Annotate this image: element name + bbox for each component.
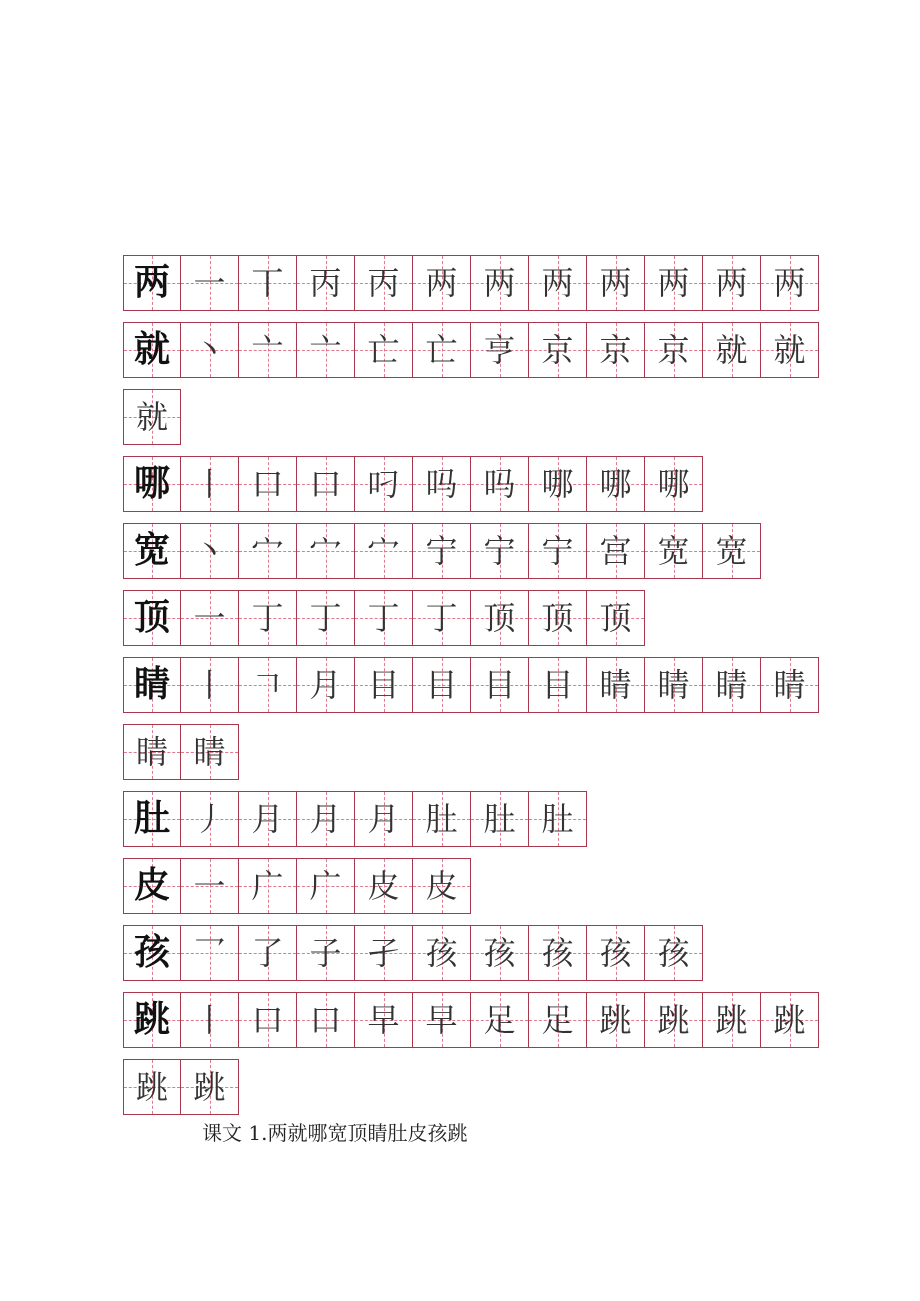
stroke-glyph: 亨 — [483, 331, 516, 369]
practice-row — [123, 389, 843, 445]
practice-cell-stroke — [703, 657, 761, 713]
stroke-glyph: 吗 — [483, 465, 516, 503]
lesson-caption: 课文 1.两就哪宽顶睛肚皮孩跳 — [202, 1121, 468, 1145]
practice-cell-character — [123, 456, 181, 512]
practice-cell-stroke — [413, 322, 471, 378]
character-glyph: 跳 — [133, 999, 170, 1040]
practice-cell-stroke — [529, 590, 587, 646]
stroke-glyph: 早 — [425, 1001, 458, 1039]
stroke-order-sheet — [123, 255, 843, 1126]
character-glyph: 孩 — [133, 932, 170, 973]
stroke-glyph: 丅 — [251, 264, 284, 302]
stroke-glyph: 丶 — [193, 331, 226, 369]
practice-cell-stroke — [355, 523, 413, 579]
practice-cell-stroke — [123, 1059, 181, 1115]
stroke-glyph: 睛 — [135, 733, 168, 771]
stroke-glyph: 目 — [541, 666, 574, 704]
practice-cell-character — [123, 992, 181, 1048]
practice-cell-character — [123, 858, 181, 914]
practice-cell-character — [123, 523, 181, 579]
practice-cell-stroke — [123, 724, 181, 780]
stroke-glyph: 丨 — [193, 666, 226, 704]
stroke-glyph: 哪 — [599, 465, 632, 503]
stroke-glyph: 足 — [541, 1001, 574, 1039]
stroke-glyph: 丁 — [251, 599, 284, 637]
stroke-glyph: 睛 — [193, 733, 226, 771]
stroke-glyph: 跳 — [773, 1001, 806, 1039]
practice-cell-stroke — [239, 858, 297, 914]
practice-cell-stroke — [239, 992, 297, 1048]
stroke-glyph: 亡 — [425, 331, 458, 369]
stroke-glyph: 肚 — [541, 800, 574, 838]
practice-cell-stroke — [181, 1059, 239, 1115]
practice-row — [123, 724, 843, 780]
stroke-glyph: 两 — [657, 264, 690, 302]
stroke-glyph: 宁 — [483, 532, 516, 570]
stroke-glyph: 亡 — [367, 331, 400, 369]
stroke-glyph: 跳 — [135, 1068, 168, 1106]
stroke-glyph: 睛 — [599, 666, 632, 704]
stroke-glyph: 孩 — [599, 934, 632, 972]
practice-cell-character — [123, 255, 181, 311]
stroke-glyph: 两 — [425, 264, 458, 302]
practice-cell-stroke — [413, 590, 471, 646]
practice-row — [123, 456, 843, 512]
practice-cell-stroke — [703, 255, 761, 311]
stroke-glyph: 孑 — [367, 934, 400, 972]
stroke-glyph: 亠 — [309, 331, 342, 369]
practice-cell-stroke — [703, 322, 761, 378]
practice-cell-stroke — [181, 456, 239, 512]
stroke-glyph: 皮 — [425, 867, 458, 905]
practice-cell-stroke — [413, 255, 471, 311]
practice-cell-stroke — [645, 992, 703, 1048]
character-glyph: 就 — [133, 329, 170, 370]
stroke-glyph: 丁 — [309, 599, 342, 637]
practice-cell-stroke — [471, 992, 529, 1048]
stroke-glyph: 一 — [193, 264, 226, 302]
practice-cell-stroke — [587, 322, 645, 378]
practice-cell-stroke — [181, 590, 239, 646]
practice-cell-character — [123, 925, 181, 981]
stroke-glyph: 丿 — [193, 800, 226, 838]
stroke-glyph: 两 — [599, 264, 632, 302]
practice-cell-stroke — [761, 322, 819, 378]
practice-cell-stroke — [471, 456, 529, 512]
practice-cell-stroke — [413, 523, 471, 579]
practice-cell-stroke — [181, 523, 239, 579]
stroke-glyph: 月 — [309, 800, 342, 838]
practice-cell-stroke — [529, 992, 587, 1048]
character-glyph: 皮 — [133, 865, 170, 906]
character-glyph: 睛 — [133, 664, 170, 705]
practice-cell-stroke — [355, 456, 413, 512]
stroke-glyph: 睛 — [715, 666, 748, 704]
practice-cell-stroke — [239, 791, 297, 847]
stroke-glyph: 两 — [773, 264, 806, 302]
practice-cell-stroke — [471, 791, 529, 847]
practice-cell-stroke — [471, 925, 529, 981]
practice-cell-stroke — [413, 456, 471, 512]
practice-cell-stroke — [297, 523, 355, 579]
practice-cell-stroke — [413, 657, 471, 713]
practice-cell-stroke — [703, 992, 761, 1048]
stroke-glyph: 丙 — [309, 264, 342, 302]
practice-cell-stroke — [239, 925, 297, 981]
practice-cell-stroke — [181, 255, 239, 311]
practice-cell-stroke — [761, 255, 819, 311]
practice-cell-stroke — [297, 590, 355, 646]
character-glyph: 肚 — [133, 798, 170, 839]
stroke-glyph: 了 — [251, 934, 284, 972]
practice-cell-stroke — [181, 925, 239, 981]
practice-row — [123, 992, 843, 1048]
stroke-glyph: 广 — [309, 867, 342, 905]
stroke-glyph: 口 — [309, 1001, 342, 1039]
stroke-glyph: 顶 — [483, 599, 516, 637]
practice-cell-stroke — [297, 255, 355, 311]
practice-row — [123, 255, 843, 311]
practice-cell-stroke — [471, 590, 529, 646]
practice-cell-stroke — [413, 925, 471, 981]
stroke-glyph: 京 — [599, 331, 632, 369]
practice-row — [123, 322, 843, 378]
practice-cell-stroke — [587, 255, 645, 311]
practice-cell-stroke — [645, 657, 703, 713]
practice-cell-stroke — [181, 858, 239, 914]
practice-cell-stroke — [355, 858, 413, 914]
stroke-glyph: 哪 — [657, 465, 690, 503]
practice-cell-stroke — [529, 255, 587, 311]
practice-cell-stroke — [587, 925, 645, 981]
practice-cell-stroke — [297, 925, 355, 981]
practice-cell-stroke — [587, 523, 645, 579]
stroke-glyph: 皮 — [367, 867, 400, 905]
stroke-glyph: 宽 — [657, 532, 690, 570]
stroke-glyph: 就 — [715, 331, 748, 369]
practice-cell-stroke — [471, 255, 529, 311]
practice-cell-stroke — [239, 255, 297, 311]
practice-cell-character — [123, 657, 181, 713]
stroke-glyph: 就 — [773, 331, 806, 369]
practice-cell-stroke — [355, 791, 413, 847]
stroke-glyph: 跳 — [193, 1068, 226, 1106]
practice-cell-stroke — [239, 657, 297, 713]
stroke-glyph: 早 — [367, 1001, 400, 1039]
practice-row — [123, 657, 843, 713]
practice-cell-stroke — [587, 456, 645, 512]
practice-cell-stroke — [587, 992, 645, 1048]
practice-cell-stroke — [239, 590, 297, 646]
stroke-glyph: 月 — [309, 666, 342, 704]
stroke-glyph: 宁 — [541, 532, 574, 570]
stroke-glyph: 宀 — [367, 532, 400, 570]
practice-cell-stroke — [413, 858, 471, 914]
practice-cell-stroke — [761, 657, 819, 713]
stroke-glyph: 肚 — [483, 800, 516, 838]
practice-cell-stroke — [471, 523, 529, 579]
stroke-glyph: 两 — [541, 264, 574, 302]
practice-cell-stroke — [181, 657, 239, 713]
practice-cell-stroke — [239, 523, 297, 579]
practice-cell-stroke — [355, 657, 413, 713]
practice-row — [123, 590, 843, 646]
stroke-glyph: 丁 — [425, 599, 458, 637]
character-glyph: 宽 — [133, 530, 170, 571]
stroke-glyph: 口 — [251, 1001, 284, 1039]
stroke-glyph: 月 — [251, 800, 284, 838]
practice-cell-stroke — [297, 858, 355, 914]
stroke-glyph: 孩 — [657, 934, 690, 972]
practice-cell-stroke — [123, 389, 181, 445]
practice-cell-stroke — [297, 791, 355, 847]
stroke-glyph: 宀 — [251, 532, 284, 570]
practice-row — [123, 523, 843, 579]
stroke-glyph: 足 — [483, 1001, 516, 1039]
practice-cell-stroke — [645, 925, 703, 981]
practice-cell-stroke — [761, 992, 819, 1048]
stroke-glyph: 顶 — [541, 599, 574, 637]
stroke-glyph: 睛 — [657, 666, 690, 704]
stroke-glyph: 乛 — [193, 934, 226, 972]
stroke-glyph: 丨 — [193, 1001, 226, 1039]
stroke-glyph: 目 — [367, 666, 400, 704]
stroke-glyph: 京 — [541, 331, 574, 369]
practice-cell-stroke — [297, 657, 355, 713]
stroke-glyph: 目 — [425, 666, 458, 704]
practice-cell-stroke — [471, 657, 529, 713]
practice-row — [123, 858, 843, 914]
stroke-glyph: 孩 — [483, 934, 516, 972]
practice-row — [123, 791, 843, 847]
practice-cell-stroke — [645, 322, 703, 378]
practice-cell-stroke — [587, 590, 645, 646]
stroke-glyph: 吗 — [425, 465, 458, 503]
stroke-glyph: 宁 — [425, 532, 458, 570]
practice-cell-stroke — [355, 322, 413, 378]
practice-cell-stroke — [529, 523, 587, 579]
practice-cell-stroke — [703, 523, 761, 579]
stroke-glyph: 一 — [193, 599, 226, 637]
practice-cell-stroke — [529, 657, 587, 713]
stroke-glyph: 口 — [251, 465, 284, 503]
character-glyph: 哪 — [133, 463, 170, 504]
practice-cell-stroke — [413, 791, 471, 847]
stroke-glyph: 亠 — [251, 331, 284, 369]
practice-cell-stroke — [529, 456, 587, 512]
practice-cell-character — [123, 590, 181, 646]
practice-cell-stroke — [355, 992, 413, 1048]
character-glyph: 两 — [133, 262, 170, 303]
practice-cell-character — [123, 322, 181, 378]
stroke-glyph: 京 — [657, 331, 690, 369]
stroke-glyph: 孩 — [425, 934, 458, 972]
stroke-glyph: 宫 — [599, 532, 632, 570]
practice-cell-stroke — [355, 590, 413, 646]
stroke-glyph: 𠃍 — [251, 666, 284, 704]
practice-cell-stroke — [297, 322, 355, 378]
practice-cell-stroke — [297, 456, 355, 512]
stroke-glyph: 两 — [715, 264, 748, 302]
stroke-glyph: 就 — [135, 398, 168, 436]
stroke-glyph: 宽 — [715, 532, 748, 570]
stroke-glyph: 目 — [483, 666, 516, 704]
practice-cell-stroke — [297, 992, 355, 1048]
practice-cell-character — [123, 791, 181, 847]
practice-cell-stroke — [355, 925, 413, 981]
stroke-glyph: 跳 — [599, 1001, 632, 1039]
practice-cell-stroke — [355, 255, 413, 311]
stroke-glyph: 丨 — [193, 465, 226, 503]
practice-cell-stroke — [181, 992, 239, 1048]
stroke-glyph: 睛 — [773, 666, 806, 704]
practice-cell-stroke — [181, 322, 239, 378]
stroke-glyph: 广 — [251, 867, 284, 905]
stroke-glyph: 丁 — [367, 599, 400, 637]
stroke-glyph: 肚 — [425, 800, 458, 838]
practice-cell-stroke — [239, 322, 297, 378]
practice-cell-stroke — [645, 255, 703, 311]
practice-cell-stroke — [239, 456, 297, 512]
stroke-glyph: 哪 — [541, 465, 574, 503]
stroke-glyph: 一 — [193, 867, 226, 905]
stroke-glyph: 叼 — [367, 465, 400, 503]
practice-cell-stroke — [181, 724, 239, 780]
practice-row — [123, 1059, 843, 1115]
stroke-glyph: 两 — [483, 264, 516, 302]
stroke-glyph: 跳 — [715, 1001, 748, 1039]
practice-row — [123, 925, 843, 981]
practice-cell-stroke — [529, 322, 587, 378]
character-glyph: 顶 — [133, 597, 170, 638]
stroke-glyph: 宀 — [309, 532, 342, 570]
practice-cell-stroke — [529, 925, 587, 981]
stroke-glyph: 子 — [309, 934, 342, 972]
practice-cell-stroke — [471, 322, 529, 378]
stroke-glyph: 丙 — [367, 264, 400, 302]
stroke-glyph: 跳 — [657, 1001, 690, 1039]
practice-cell-stroke — [645, 456, 703, 512]
stroke-glyph: 丶 — [193, 532, 226, 570]
stroke-glyph: 孩 — [541, 934, 574, 972]
practice-cell-stroke — [587, 657, 645, 713]
practice-cell-stroke — [181, 791, 239, 847]
stroke-glyph: 月 — [367, 800, 400, 838]
practice-cell-stroke — [529, 791, 587, 847]
stroke-glyph: 口 — [309, 465, 342, 503]
practice-cell-stroke — [645, 523, 703, 579]
practice-cell-stroke — [413, 992, 471, 1048]
stroke-glyph: 顶 — [599, 599, 632, 637]
